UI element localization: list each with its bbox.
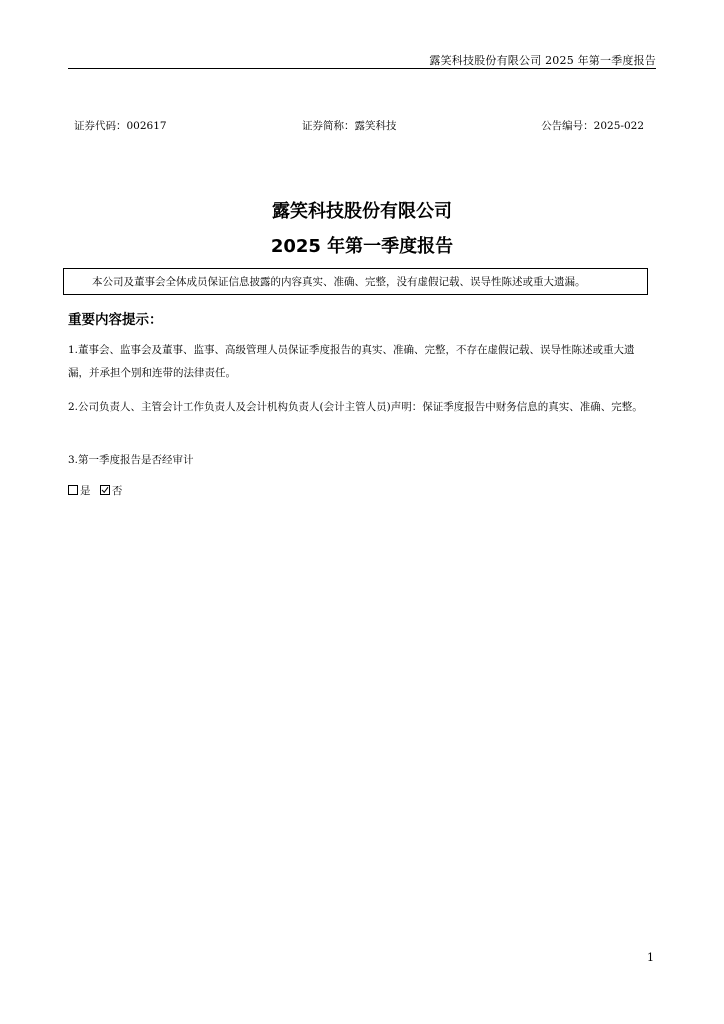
header-divider <box>68 68 656 69</box>
important-item-1: 1.董事会、监事会及董事、监事、高级管理人员保证季度报告的真实、准确、完整，不存在虚假记载、误导性陈述或重大遗漏，并承担个别和连带的法律责任。 <box>68 344 635 379</box>
important-item-3: 3.第一季度报告是否经审计 <box>68 454 194 466</box>
checkbox-checked-icon <box>100 485 110 495</box>
company-title: 露笑科技股份有限公司 <box>272 201 452 222</box>
checkbox-unchecked-icon <box>68 485 78 495</box>
report-title: 2025 年第一季度报告 <box>270 236 454 257</box>
important-item-2: 2.公司负责人、主管会计工作负责人及会计机构负责人(会计主管人员)声明：保证季度报告中财务信息的真实、准确、完整。 <box>68 401 643 413</box>
disclosure-notice-text: 本公司及董事会全体成员保证信息披露的内容真实、准确、完整，没有虚假记载、误导性陈述或重大遗漏。 <box>92 276 586 288</box>
stock-code: 证券代码：002617 <box>74 120 167 132</box>
disclosure-notice-box <box>63 268 648 295</box>
announcement-number: 公告编号：2025-022 <box>541 120 644 132</box>
page-number: 1 <box>647 951 654 964</box>
stock-short-name: 证券简称：露笑科技 <box>302 120 397 132</box>
option-no-label: 否 <box>111 485 123 497</box>
audit-options <box>68 480 122 503</box>
important-notes-heading: 重要内容提示： <box>68 312 163 328</box>
document-meta-row <box>74 118 644 134</box>
option-yes-label: 是 <box>80 485 91 497</box>
header-title: 露笑科技股份有限公司 2025 年第一季度报告 <box>429 54 656 67</box>
